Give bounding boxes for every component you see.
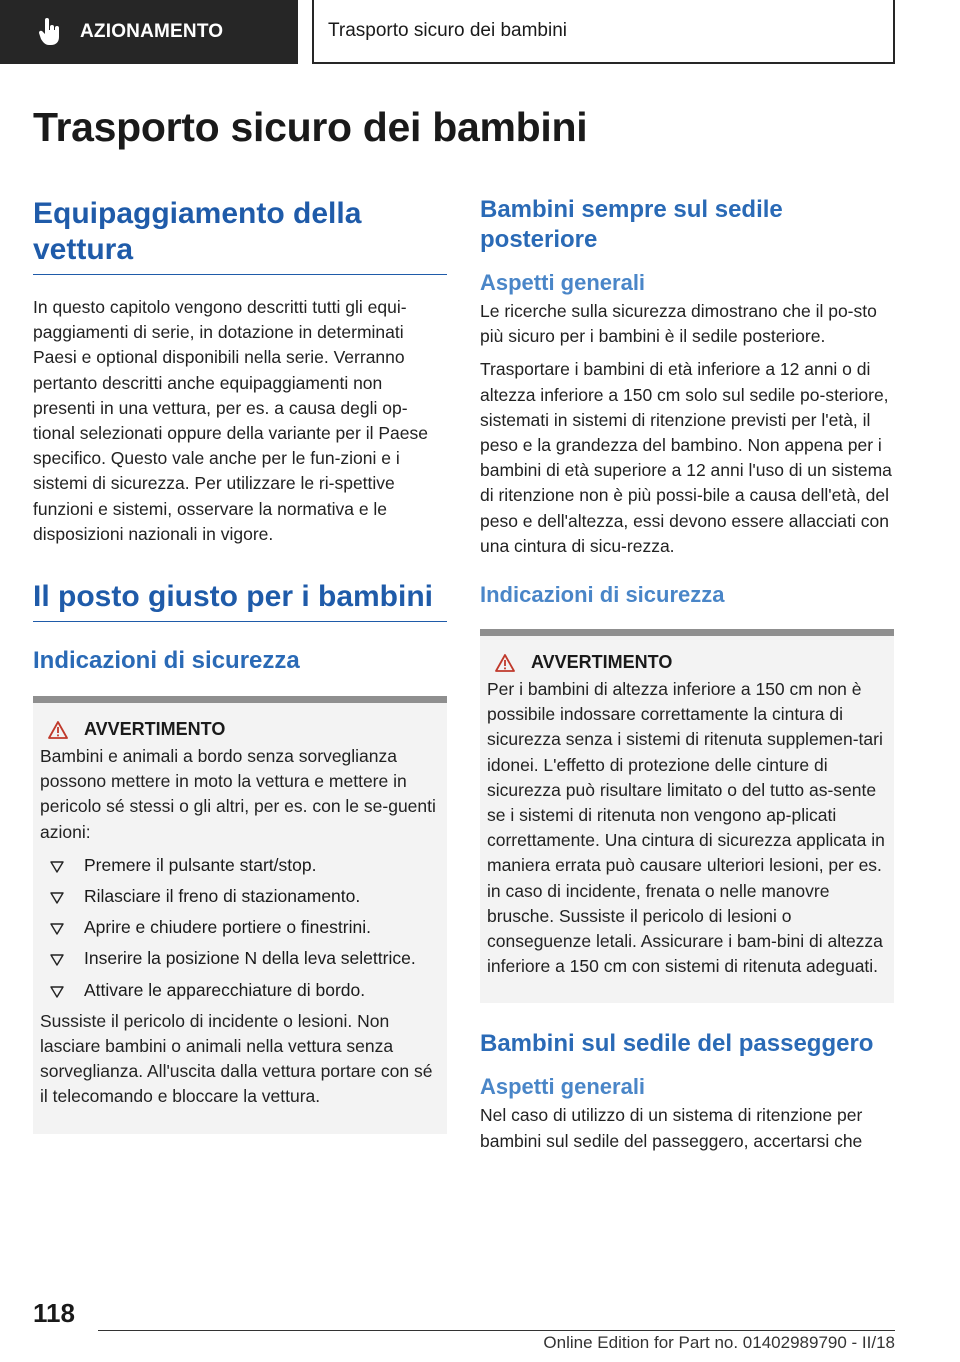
- section-label: AZIONAMENTO: [80, 21, 224, 42]
- bullet-triangle-icon: [50, 923, 64, 935]
- section-tab: [0, 0, 298, 64]
- chapter-title-box: [312, 0, 895, 64]
- bullet-triangle-icon: [50, 954, 64, 966]
- heading-equipaggiamento: Equipaggiamento della vettura: [33, 196, 447, 275]
- warning-triangle-icon: [495, 654, 515, 672]
- warning-header: [40, 719, 440, 740]
- warning-text: Per i bambini di altezza inferiore a 150 cm non è possibile indossare correttamente la cintura di sicurezza senza i sistemi di ritenuta supplemen-tari idonei. L'effetto di protezione delle cinture di sicurezza può risultare limitato o del tutto as-sente se i sistemi di ritenuta non vengono ap-plicati correttamente. Una cintura di sicurezza applicata in maniera errata può causare ulteriori lesioni, per es. in caso di incidente, frenata o nelle manovre brusche. Sussiste il pericolo di lesioni o conseguenze letali. Assicurare i bam-bini di altezza inferiore a 150 cm con sistemi di ritenuta adeguati.: [487, 679, 885, 977]
- page-title: Trasporto sicuro dei bambini: [33, 104, 588, 150]
- paragraph-trasportare: Trasportare i bambini di età inferiore a 12 anni o di altezza inferiore a 150 cm solo sul sedile po-steriore, sistemati in sistemi di ritenzione previsti per l'età, il peso e la grandezza del bambino. Non appena per i bambini di età superiore a 12 anni l'uso di un sistema di ritenzione non è più possi-bile a causa dell'età, del peso e dell'altezza, essi devono essere allacciati con una cintura di sicu-rezza.: [480, 359, 892, 556]
- list-item: Aprire e chiudere portiere o finestrini.: [40, 915, 440, 940]
- paragraph-passeggero: Nel caso di utilizzo di un sistema di ritenzione per bambini sul sedile del passeggero, accertarsi che: [480, 1105, 863, 1151]
- list-item: Inserire la posizione N della leva selettrice.: [40, 946, 440, 971]
- list-item: Premere il pulsante start/stop.: [40, 853, 440, 878]
- warning-box-right: [480, 629, 894, 1003]
- warning-box-left: [33, 696, 447, 1134]
- heading-sedile-passeggero: Bambini sul sedile del passeggero: [480, 1030, 874, 1058]
- warning-intro: Bambini e animali a bordo senza sorveglianza possono mettere in moto la vettura e mettere in pericolo sé stessi o gli altri, per es. con le se-guenti azioni:: [40, 746, 436, 842]
- heading-sedile-posteriore: Bambini sempre sul sedile posteriore: [480, 196, 783, 253]
- chapter-title: Trasporto sicuro dei bambini: [328, 20, 568, 41]
- footer-divider: [98, 1330, 895, 1331]
- list-item: Rilasciare il freno di stazionamento.: [40, 884, 440, 909]
- bullet-triangle-icon: [50, 986, 64, 998]
- heading-indicazioni-left: Indicazioni di sicurezza: [33, 647, 300, 675]
- warning-triangle-icon: [48, 721, 68, 739]
- right-column: [480, 195, 894, 1154]
- warning-header: [487, 652, 887, 673]
- warning-title: AVVERTIMENTO: [531, 652, 673, 673]
- bullet-triangle-icon: [50, 892, 64, 904]
- warning-action-list: [40, 853, 440, 1003]
- bullet-triangle-icon: [50, 861, 64, 873]
- paragraph-posto-sicuro: Le ricerche sulla sicurezza dimostrano che il po-sto più sicuro per i bambini è il sedile posteriore.: [480, 301, 877, 347]
- paragraph-equipaggiamento: In questo capitolo vengono descritti tutti gli equi-paggiamenti di serie, in dotazione in determinati Paesi e optional disponibili nella serie. Verranno pertanto descritti anche equipaggiamenti non presenti in una vettura, per es. a causa degli op-tional selezionati oppure della variante per il Paese specifico. Questo vale anche per le fun-zioni e i sistemi di sicurezza. Per utilizzare le ri-spettive funzioni e sistemi, osservare la normativa e le disposizioni nazionali in vigore.: [33, 297, 428, 544]
- hand-pointer-icon: [38, 18, 62, 46]
- warning-outro: Sussiste il pericolo di incidente o lesioni. Non lasciare bambini o animali nella vettura senza sorveglianza. All'uscita dalla vettura portare con sé il telecomando e bloccare la vettura.: [40, 1010, 433, 1107]
- list-item: Attivare le apparecchiature di bordo.: [40, 978, 440, 1003]
- heading-indicazioni-right: Indicazioni di sicurezza: [480, 582, 725, 608]
- left-column: [33, 196, 447, 1134]
- heading-posto-giusto: Il posto giusto per i bambini: [33, 579, 447, 622]
- heading-aspetti-generali-2: Aspetti generali: [480, 1074, 646, 1100]
- warning-title: AVVERTIMENTO: [84, 719, 226, 740]
- heading-aspetti-generali-1: Aspetti generali: [480, 270, 646, 295]
- page-number: 118: [33, 1298, 75, 1328]
- footer-edition: Online Edition for Part no. 01402989790 - II/18: [543, 1333, 895, 1352]
